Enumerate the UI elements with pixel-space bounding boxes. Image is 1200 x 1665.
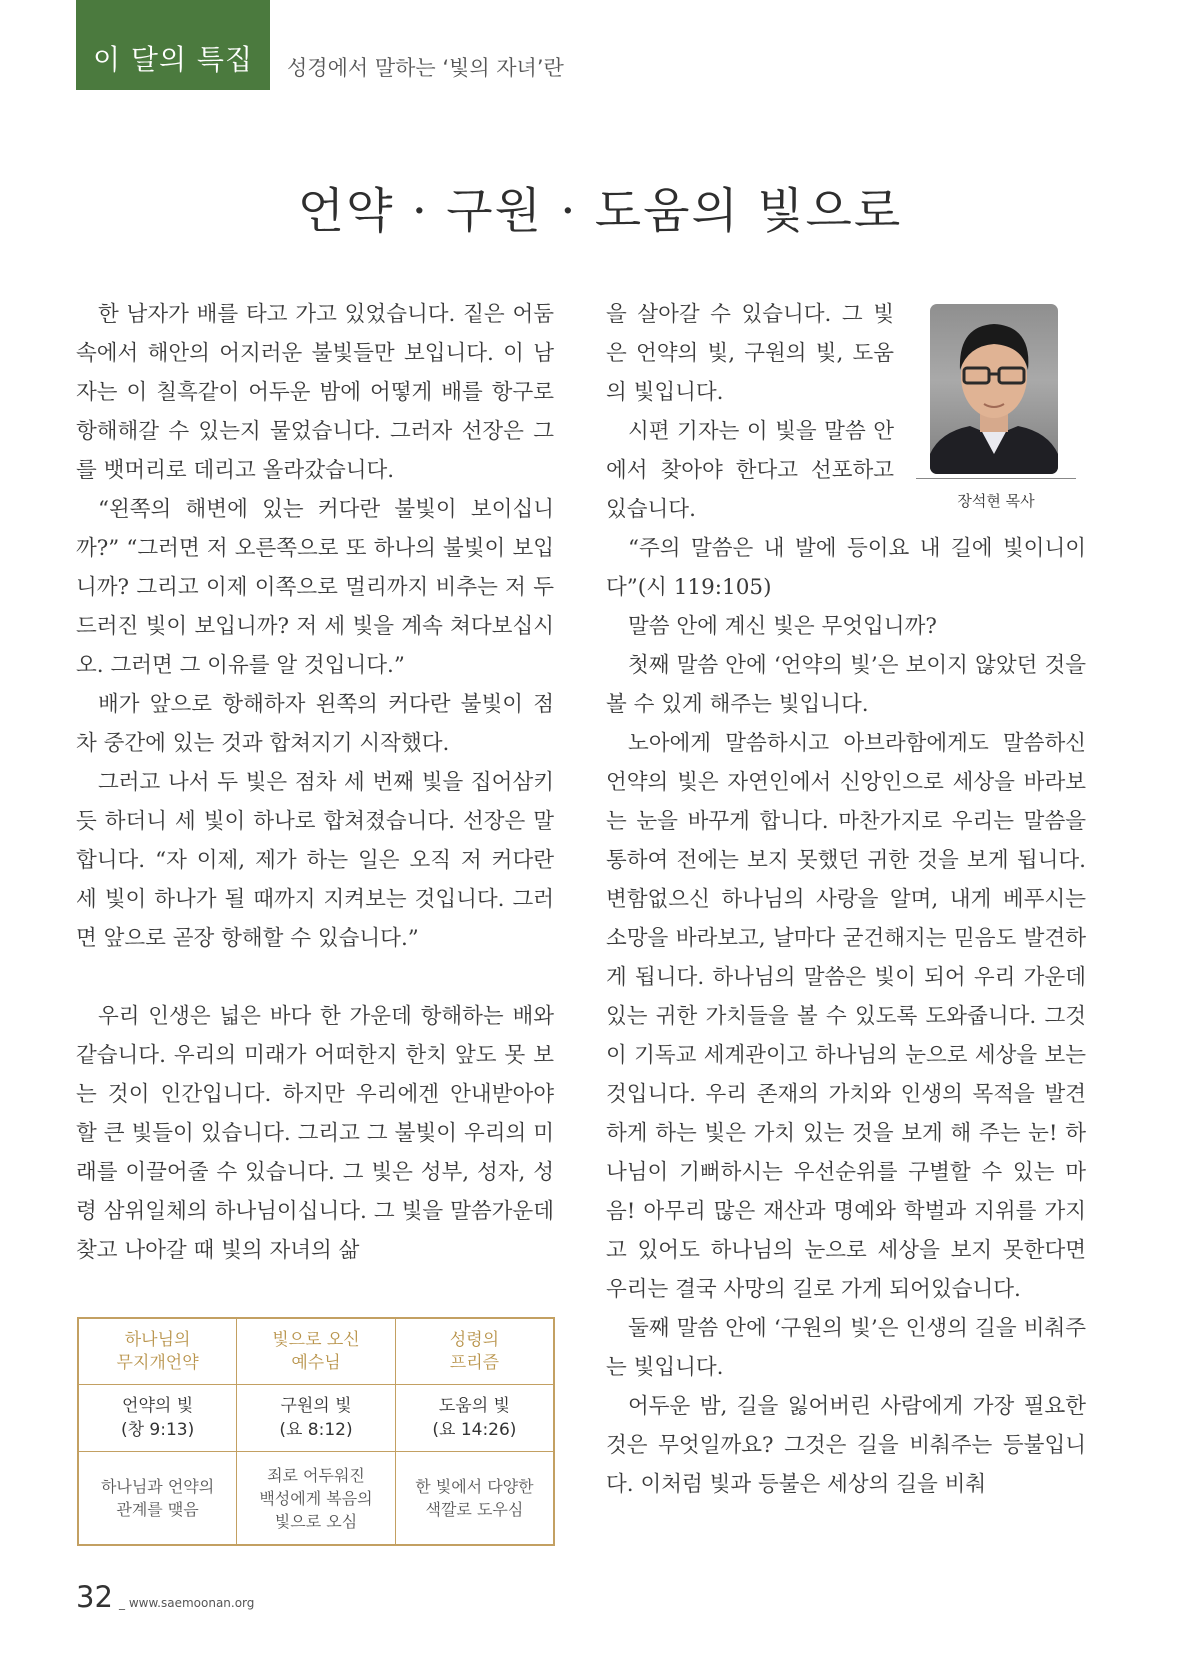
article-title: 언약 · 구원 · 도움의 빛으로 bbox=[297, 183, 903, 239]
paragraph: 우리 인생은 넓은 바다 한 가운데 항해하는 배와 같습니다. 우리의 미래가 어떠한지 한치 앞도 못 보는 것이 인간입니다. 하지만 우리에겐 안내받아야 할 큰 빛들이 있습니다. 그리고 그 불빛이 우리의 미래를 이끌어줄 수 있습니다. 그 빛은 성부, 성자, 성령 삼위일체의 하나님이십니다. 그 빛을 말씀가운데 찾고 나아갈 때 빛의 자녀의 삶 bbox=[76, 1004, 554, 1263]
cell-text: 성령의 프리즘 bbox=[449, 1329, 500, 1373]
section-subtitle: 성경에서 말하는 ‘빛의 자녀’란 bbox=[287, 56, 564, 80]
cell-text: 하나님의 무지개언약 bbox=[116, 1329, 199, 1373]
right-column-top bbox=[606, 295, 894, 529]
right-column bbox=[606, 529, 1086, 1504]
cell-text: 도움의 빛 (요 14:26) bbox=[432, 1396, 517, 1440]
table-cell bbox=[78, 1385, 237, 1452]
cell-text: 하나님과 언약의 관계를 맺음 bbox=[100, 1477, 215, 1519]
caption-divider bbox=[916, 478, 1076, 479]
paragraph: 노아에게 말씀하시고 아브라함에게도 말씀하신 언약의 빛은 자연인에서 신앙인으로 세상을 바라보는 눈을 바꾸게 합니다. 마찬가지로 우리는 말씀을 통하여 전에는 보지 못했던 귀한 것을 보게 됩니다. 변함없으신 하나님의 사랑을 알며, 내게 베푸시는 소망을 바라보고, 날마다 굳건해지는 믿음도 발견하게 됩니다. 하나님의 말씀은 빛이 되어 우리 가운데 있는 귀한 가치들을 볼 수 있도록 도와줍니다. 그것이 기독교 세계관이고 하나님의 눈으로 세상을 보는 것입니다. 우리 존재의 가치와 인생의 목적을 발견하게 하는 빛은 가치 있는 것을 보게 해 주는 눈! 하나님이 기뻐하시는 우선순위를 구별할 수 있는 마음! 아무리 많은 재산과 명예와 학벌과 지위를 가지고 있어도 하나님의 눈으로 세상을 보지 못한다면 우리는 결국 사망의 길로 가게 되어있습니다. bbox=[606, 731, 1086, 1302]
cell-text: 언약의 빛 (창 9:13) bbox=[120, 1396, 195, 1440]
paragraph: “왼쪽의 해변에 있는 커다란 불빛이 보이십니까?” “그러면 저 오른쪽으로 또 하나의 불빛이 보입니까? 그리고 이제 이쪽으로 멀리까지 비추는 저 두드러진 빛이 보입니까? 저 세 빛을 계속 쳐다보십시오. 그러면 그 이유를 알 것입니다.” bbox=[76, 497, 554, 678]
section-label: 이 달의 특집 bbox=[92, 43, 254, 76]
paragraph: 을 살아갈 수 있습니다. 그 빛은 언약의 빛, 구원의 빛, 도움의 빛입니다. bbox=[606, 302, 894, 405]
paragraph: 어두운 밤, 길을 잃어버린 사람에게 가장 필요한 것은 무엇일까요? 그것은 길을 비춰주는 등불입니다. 이처럼 빛과 등불은 세상의 길을 비춰 bbox=[606, 1394, 1086, 1497]
left-column bbox=[76, 295, 554, 1270]
table-cell bbox=[78, 1452, 237, 1546]
cell-text: 구원의 빛 (요 8:12) bbox=[279, 1396, 353, 1440]
table-row bbox=[78, 1452, 554, 1546]
photo-caption: 장석현 목사 bbox=[957, 492, 1035, 510]
paragraph: 한 남자가 배를 타고 가고 있었습니다. 짙은 어둠속에서 해안의 어지러운 불빛들만 보입니다. 이 남자는 이 칠흑같이 어두운 밤에 어떻게 배를 항구로 항해해갈 수 있는지 물었습니다. 그러자 선장은 그를 뱃머리로 데리고 올라갔습니다. bbox=[76, 302, 554, 483]
table-cell bbox=[237, 1385, 396, 1452]
light-comparison-table bbox=[77, 1317, 555, 1546]
paragraph: 배가 앞으로 항해하자 왼쪽의 커다란 불빛이 점차 중간에 있는 것과 합쳐지기 시작했다. bbox=[76, 692, 554, 756]
table-header-cell bbox=[395, 1318, 554, 1385]
table-header-row bbox=[78, 1318, 554, 1385]
table-header-cell bbox=[78, 1318, 237, 1385]
page-number: 32 bbox=[76, 1580, 113, 1614]
table-cell bbox=[395, 1452, 554, 1546]
author-photo bbox=[930, 304, 1058, 474]
person-silhouette-icon bbox=[930, 304, 1058, 474]
paragraph: 둘째 말씀 안에 ‘구원의 빛’은 인생의 길을 비춰주는 빛입니다. bbox=[606, 1316, 1086, 1380]
section-label-box bbox=[76, 0, 270, 90]
cell-text: 죄로 어두워진 백성에게 복음의 빛으로 오심 bbox=[259, 1465, 373, 1531]
table-cell bbox=[395, 1385, 554, 1452]
paragraph: 첫째 말씀 안에 ‘언약의 빛’은 보이지 않았던 것을 볼 수 있게 해주는 빛입니다. bbox=[606, 653, 1086, 717]
table-cell bbox=[237, 1452, 396, 1546]
website-url: _ www.saemoonan.org bbox=[119, 1596, 255, 1610]
paragraph: 그러고 나서 두 빛은 점차 세 번째 빛을 집어삼키 듯 하더니 세 빛이 하나로 합쳐졌습니다. 선장은 말합니다. “자 이제, 제가 하는 일은 오직 저 커다란 세 빛이 하나가 될 때까지 지켜보는 것입니다. 그러면 앞으로 곧장 항해할 수 있습니다.” bbox=[76, 770, 554, 951]
paragraph: 시편 기자는 이 빛을 말씀 안에서 찾아야 한다고 선포하고 있습니다. bbox=[606, 419, 894, 522]
paragraph: “주의 말씀은 내 발에 등이요 내 길에 빛이니이다”(시 119:105) bbox=[606, 536, 1086, 600]
table-header-cell bbox=[237, 1318, 396, 1385]
cell-text: 빛으로 오신 예수님 bbox=[272, 1329, 360, 1373]
table-row bbox=[78, 1385, 554, 1452]
cell-text: 한 빛에서 다양한 색깔로 도우심 bbox=[415, 1477, 534, 1519]
paragraph: 말씀 안에 계신 빛은 무엇입니까? bbox=[628, 614, 937, 639]
